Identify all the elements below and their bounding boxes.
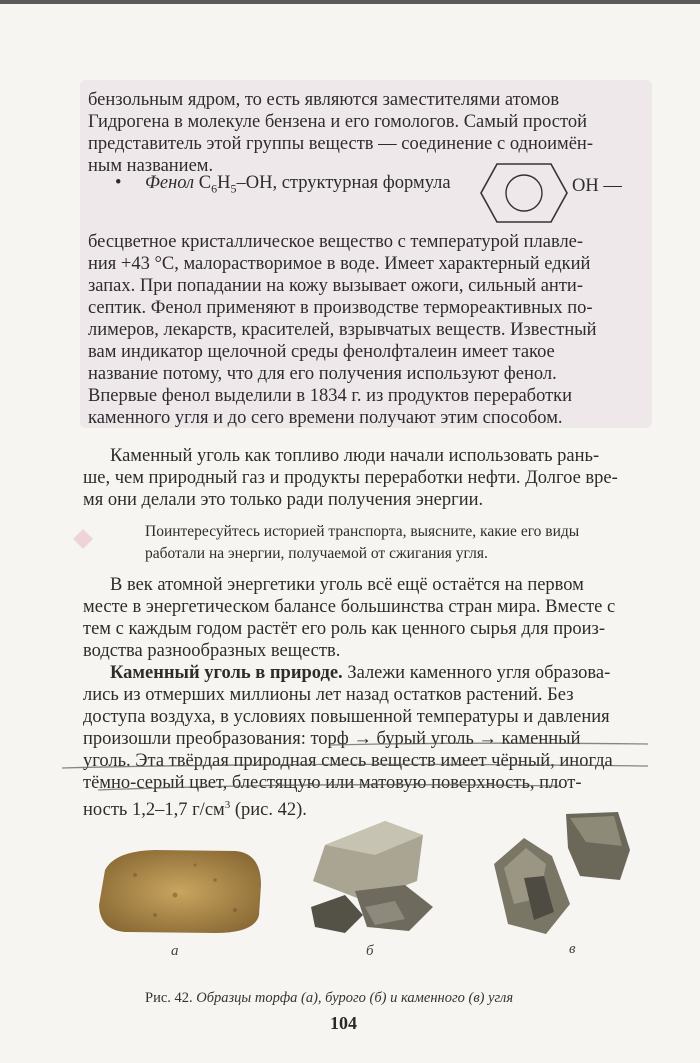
para2-line-4: водства разнообразных веществ.: [83, 641, 341, 661]
box2-line-7: название потому, что для его получения используют фенол.: [88, 364, 557, 384]
box2-line-6: вам индикатор щелочной среды фенолфталеин имеет такое: [88, 342, 555, 362]
phenol-formula-row: [115, 173, 451, 233]
hydroxyl-group-label: OH —: [572, 176, 622, 196]
section-heading: Каменный уголь в природе.: [110, 663, 343, 683]
box-line-2: Гидрогена в молекуле бензена и его гомологов. Самый простой: [88, 112, 587, 132]
figure-label-b: б: [366, 943, 374, 959]
box-line-3: представитель этой группы веществ — соединение с одноимён-: [88, 134, 593, 154]
box2-line-3: запах. При попадании на кожу вызывает ожоги, сильный анти-: [88, 276, 583, 296]
para1-line-2: ше, чем природный газ и продукты переработки нефти. Долгое вре-: [83, 468, 618, 488]
benzene-ring-structure: [477, 160, 573, 226]
brown-coal-sample-photo: [305, 815, 445, 937]
para1-line-1: Каменный уголь как топливо люди начали использовать рань-: [110, 446, 600, 466]
para3-line-6: тёмно-серый цвет, блестящую или матовую поверхность, плот-: [83, 773, 582, 793]
box2-line-9: каменного угля и до сего времени получают этим способом.: [88, 408, 563, 428]
peat-sample-photo: [95, 845, 265, 935]
para2-line-1: В век атомной энергетики уголь всё ещё остаётся на первом: [110, 575, 584, 595]
box2-line-8: Впервые фенол выделили в 1834 г. из продуктов переработки: [88, 386, 573, 406]
box2-line-2: ния +43 °С, малорастворимое в воде. Имеет характерный едкий: [88, 254, 591, 274]
figure-caption: Рис. 42. Образцы торфа (а), бурого (б) и каменного (в) угля: [145, 989, 514, 1006]
phenol-name: Фенол: [145, 173, 195, 193]
para3-line-1: Каменный уголь в природе. Залежи каменного угля образова-: [110, 663, 611, 683]
box2-line-4: септик. Фенол применяют в производстве термореактивных по-: [88, 298, 593, 318]
para3-line-2: лись из отмерших миллионы лет назад остатков растений. Без: [83, 685, 574, 705]
figure-label-c: в: [569, 941, 576, 957]
para2-line-3: тем с каждым годом растёт его роль как ценного сырья для произ-: [83, 619, 605, 639]
bullet: •: [115, 173, 122, 193]
box-line-1: бензольным ядром, то есть являются заместителями атомов: [88, 90, 560, 110]
hard-coal-sample-photo: [490, 808, 640, 936]
para3-line-4: произошли преобразования: торф → бурый уголь → каменный: [83, 729, 581, 749]
page-number: 104: [330, 1013, 357, 1033]
figure-label-a: а: [171, 943, 179, 959]
para3-line-7: ность 1,2–1,7 $г/см^3$ (рис. 42).: [83, 799, 307, 821]
phenol-formula: $C_6H_5-OH$, структурная формула: [198, 173, 451, 196]
para3-line-3: доступа воздуха, в условиях повышенной температуры и давления: [83, 707, 610, 727]
para3-line-5: уголь. Эта твёрдая природная смесь веществ имеет чёрный, иногда: [83, 751, 613, 771]
benzene-inner-circle: [506, 175, 542, 211]
para1-line-3: мя они делали это только ради получения энергии.: [83, 490, 484, 510]
box2-line-1: бесцветное кристаллическое вещество с температурой плавле-: [88, 232, 584, 252]
task-line-1: Поинтересуйтесь историей транспорта, выясните, какие его виды: [145, 523, 580, 540]
benzene-hexagon: [481, 164, 567, 222]
task-marker-icon: [73, 529, 93, 549]
task-line-2: работали на энергии, получаемой от сжигания угля.: [145, 545, 488, 562]
box-line-4: ным названием.: [88, 156, 214, 176]
para2-line-2: месте в энергетическом балансе большинства стран мира. Вместе с: [83, 597, 616, 617]
top-edge-line: [0, 0, 700, 4]
box2-line-5: лимеров, лекарств, красителей, взрывчатых веществ. Известный: [88, 320, 597, 340]
